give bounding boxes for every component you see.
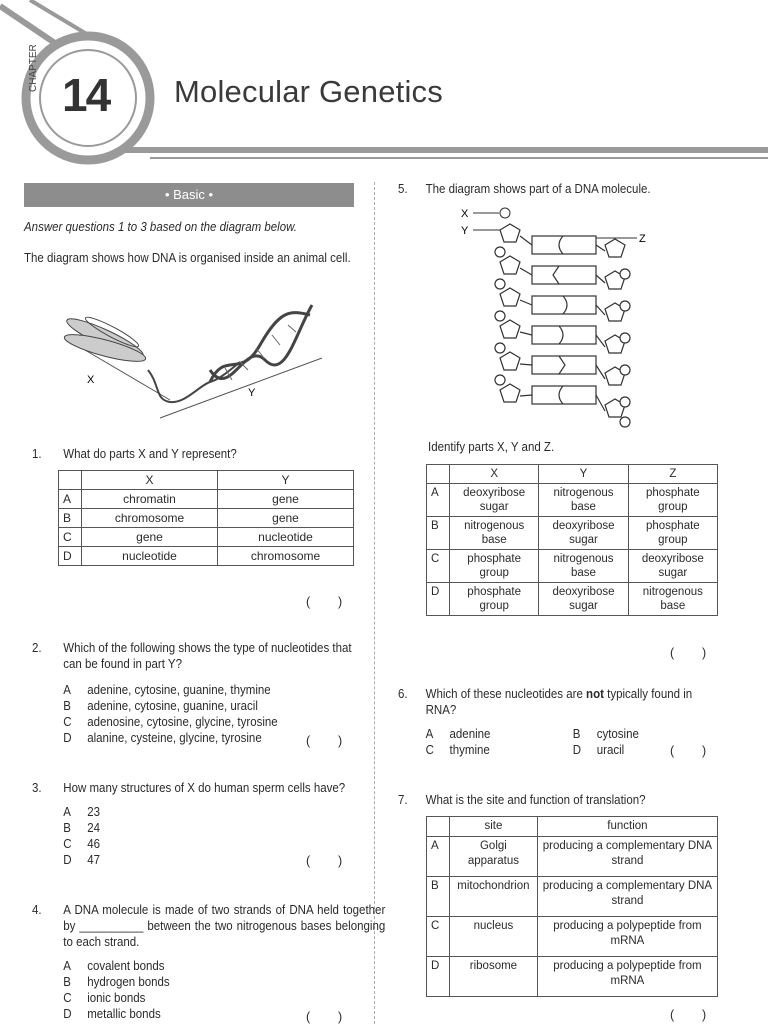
- diagram-label-x: X: [87, 374, 95, 386]
- diagram-label-y: Y: [461, 225, 469, 237]
- table-cell: chromosome: [82, 509, 218, 528]
- table-header: Y: [539, 465, 628, 484]
- option[interactable]: D uracil: [572, 743, 625, 757]
- diagram-label-x: X: [461, 208, 469, 220]
- row-letter: A: [427, 484, 450, 517]
- table-row: [427, 957, 718, 997]
- table-cell: deoxyribose sugar: [539, 517, 628, 550]
- option[interactable]: D 47: [63, 853, 100, 867]
- table-cell: phosphate group: [628, 517, 717, 550]
- row-letter: D: [59, 547, 82, 566]
- table-row: [427, 917, 718, 957]
- table-cell: nucleus: [450, 917, 538, 957]
- row-letter: B: [59, 509, 82, 528]
- table-cell: chromosome: [218, 547, 354, 566]
- option[interactable]: A adenine: [425, 727, 491, 741]
- option[interactable]: D metallic bonds: [63, 1007, 161, 1021]
- table-cell: producing a polypeptide from mRNA: [537, 917, 717, 957]
- option[interactable]: B hydrogen bonds: [63, 975, 170, 989]
- table-row: [59, 509, 354, 528]
- table-cell: nucleotide: [218, 528, 354, 547]
- question-number: 3.: [32, 781, 42, 795]
- table-row: [59, 490, 354, 509]
- answer-brackets[interactable]: ( ): [306, 1010, 343, 1024]
- question-number: 2.: [32, 641, 42, 655]
- question-text: Which of these nucleotides are not typically found in RNA?: [425, 687, 693, 717]
- table-cell: gene: [218, 509, 354, 528]
- question-text: How many structures of X do human sperm cells have?: [63, 781, 346, 795]
- table-cell: gene: [82, 528, 218, 547]
- row-letter: C: [427, 917, 450, 957]
- table-header: X: [82, 471, 218, 490]
- question-text: A DNA molecule is made of two strands of DNA held together by __________ between the two nitrogenous bases belonging to each strand.: [63, 903, 386, 949]
- row-letter: B: [427, 877, 450, 917]
- question-text: What is the site and function of translation?: [425, 793, 646, 807]
- table-cell: phosphate group: [628, 484, 717, 517]
- table-cell: nitrogenous base: [539, 550, 628, 583]
- table-cell: producing a complementary DNA strand: [537, 837, 717, 877]
- chromosome-dna-diagram: [60, 290, 330, 420]
- table-row: [427, 550, 718, 583]
- option[interactable]: D alanine, cysteine, glycine, tyrosine: [63, 731, 262, 745]
- answer-brackets[interactable]: ( ): [670, 646, 707, 660]
- answer-brackets[interactable]: ( ): [306, 734, 343, 748]
- diagram-label-z: Z: [639, 233, 646, 245]
- table-row: [427, 583, 718, 616]
- dna-molecule-diagram: [455, 200, 655, 430]
- option[interactable]: C ionic bonds: [63, 991, 146, 1005]
- question-number: 6.: [398, 687, 408, 701]
- table-row: [427, 877, 718, 917]
- option[interactable]: A 23: [63, 805, 100, 819]
- table-cell: nitrogenous base: [628, 583, 717, 616]
- section-bar: • Basic •: [24, 183, 354, 207]
- table-cell: nitrogenous base: [539, 484, 628, 517]
- row-letter: D: [427, 957, 450, 997]
- option[interactable]: C 46: [63, 837, 100, 851]
- table-header: Y: [218, 471, 354, 490]
- table-cell: nucleotide: [82, 547, 218, 566]
- identify-text: Identify parts X, Y and Z.: [428, 440, 555, 454]
- question-number: 7.: [398, 793, 408, 807]
- table-cell: chromatin: [82, 490, 218, 509]
- intro-text: The diagram shows how DNA is organised inside an animal cell.: [24, 251, 351, 265]
- table-cell: phosphate group: [450, 550, 539, 583]
- row-letter: B: [427, 517, 450, 550]
- row-letter: D: [427, 583, 450, 616]
- table-row: [59, 547, 354, 566]
- answer-brackets[interactable]: ( ): [306, 854, 343, 868]
- answer-brackets[interactable]: ( ): [670, 1008, 707, 1022]
- table-header: function: [537, 817, 717, 837]
- option[interactable]: B 24: [63, 821, 100, 835]
- q7-table: [426, 816, 718, 997]
- option[interactable]: A adenine, cytosine, guanine, thymine: [63, 683, 271, 697]
- table-cell: Golgi apparatus: [450, 837, 538, 877]
- table-cell: ribosome: [450, 957, 538, 997]
- option[interactable]: B cytosine: [572, 727, 639, 741]
- table-cell: phosphate group: [450, 583, 539, 616]
- option[interactable]: C adenosine, cytosine, glycine, tyrosine: [63, 715, 278, 729]
- table-cell: deoxyribose sugar: [450, 484, 539, 517]
- table-cell: deoxyribose sugar: [628, 550, 717, 583]
- chapter-label: CHAPTER: [28, 44, 39, 92]
- q1-table: [58, 470, 354, 566]
- question-number: 1.: [32, 447, 42, 461]
- question-text: The diagram shows part of a DNA molecule.: [425, 182, 651, 196]
- table-row: [59, 528, 354, 547]
- diagram-label-y: Y: [248, 387, 256, 399]
- answer-brackets[interactable]: ( ): [670, 744, 707, 758]
- option[interactable]: A covalent bonds: [63, 959, 165, 973]
- table-cell: deoxyribose sugar: [539, 583, 628, 616]
- question-number: 5.: [398, 182, 408, 196]
- q5-table: [426, 464, 718, 616]
- table-cell: mitochondrion: [450, 877, 538, 917]
- chapter-number: 14: [62, 69, 110, 121]
- row-letter: A: [59, 490, 82, 509]
- row-letter: C: [59, 528, 82, 547]
- row-letter: A: [427, 837, 450, 877]
- row-letter: C: [427, 550, 450, 583]
- table-cell: producing a complementary DNA strand: [537, 877, 717, 917]
- table-header: site: [450, 817, 538, 837]
- table-row: [427, 484, 718, 517]
- table-header: Z: [628, 465, 717, 484]
- page-title: Molecular Genetics: [174, 74, 443, 109]
- table-row: [427, 837, 718, 877]
- question-number: 4.: [32, 903, 42, 917]
- option[interactable]: C thymine: [425, 743, 490, 757]
- column-divider: [374, 182, 375, 1024]
- intro-instruction: Answer questions 1 to 3 based on the diagram below.: [24, 220, 297, 234]
- option[interactable]: B adenine, cytosine, guanine, uracil: [63, 699, 258, 713]
- table-header: X: [450, 465, 539, 484]
- table-cell: nitrogenous base: [450, 517, 539, 550]
- answer-brackets[interactable]: ( ): [306, 595, 343, 609]
- table-cell: producing a polypeptide from mRNA: [537, 957, 717, 997]
- table-cell: gene: [218, 490, 354, 509]
- question-text: What do parts X and Y represent?: [63, 447, 237, 461]
- table-row: [427, 517, 718, 550]
- question-text: Which of the following shows the type of nucleotides that can be found in part Y?: [63, 641, 352, 671]
